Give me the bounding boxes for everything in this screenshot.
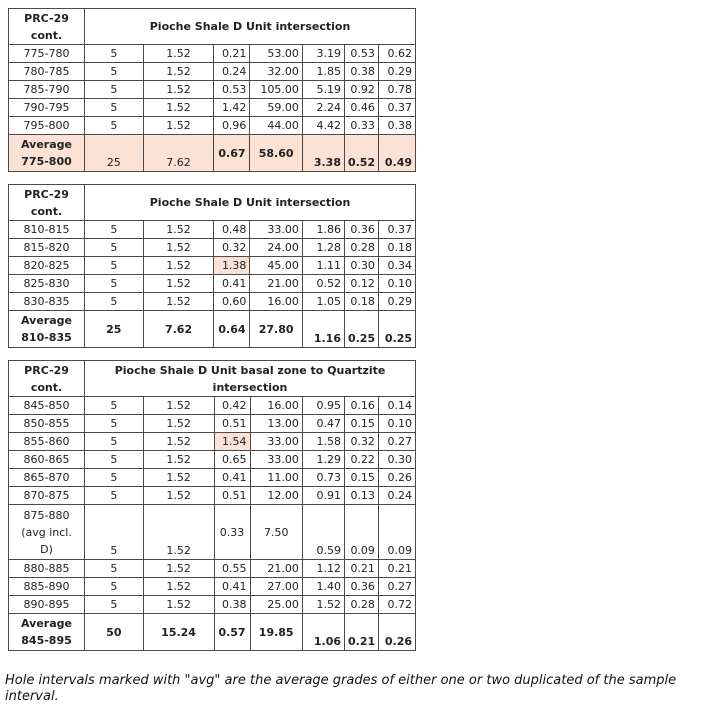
table-cell: 53.00 [250,45,302,63]
table-cell: 5 [85,293,144,311]
table-cell: 13.00 [250,415,302,433]
table-row [9,397,416,415]
table-cell: 830-835 [9,293,85,311]
table-cell: 0.49 [378,135,415,172]
table-cell: 5 [85,560,144,578]
table-cell: 855-860 [9,433,85,451]
table-header [9,361,416,397]
table-cell: 33.00 [250,433,302,451]
table-cell: 0.41 [214,578,250,596]
table-cell: 0.78 [378,81,415,99]
table-row [9,63,416,81]
table-cell: 0.26 [378,614,415,651]
table-cell: 16.00 [250,397,302,415]
table-cell: 0.60 [214,293,250,311]
table-cell: 25 [85,311,144,348]
table-cell: 0.41 [214,275,250,293]
table-cell: 105.00 [250,81,302,99]
table-cell: 5 [85,63,144,81]
table-cell: 5 [85,239,144,257]
table-cell: 0.73 [302,469,344,487]
table-row [9,117,416,135]
table-cell: 0.25 [344,311,378,348]
table-cell: 0.22 [345,451,379,469]
table-cell: 0.65 [214,451,250,469]
table-cell: 5 [85,596,144,614]
table-cell: 0.32 [214,239,250,257]
table-cell: 24.00 [250,239,302,257]
table-cell: 0.52 [344,135,378,172]
table-cell: 0.10 [378,415,415,433]
table-cell: 1.52 [143,99,214,117]
table-cell: 0.38 [214,596,250,614]
hole-id-cell [9,361,85,397]
table-cell: 1.52 [143,578,214,596]
table-cell: 0.36 [345,578,379,596]
table-cell: 21.00 [250,275,302,293]
table-cell: 1.16 [302,311,344,348]
average-label: Average 845-895 [9,614,85,651]
table-cell: 0.51 [214,415,250,433]
table-cell: 0.16 [345,397,379,415]
table-cell: 4.42 [302,117,344,135]
table-row [9,99,416,117]
table-cell: 0.53 [344,45,378,63]
table-cell: 785-790 [9,81,85,99]
table-cell: 0.52 [302,275,344,293]
highlighted-value: 1.54 [214,433,250,451]
table-cell: 0.55 [214,560,250,578]
average-row [9,311,416,348]
table-row [9,275,416,293]
table-cell: 1.86 [302,221,344,239]
table-cell: 5 [85,578,144,596]
table-cell: 0.33 [344,117,378,135]
assay-table-2 [8,184,416,348]
table-cell: 810-815 [9,221,85,239]
table-cell: 1.52 [302,596,344,614]
table-cell: 0.47 [302,415,344,433]
table-cell: 890-895 [9,596,85,614]
table-cell: 0.18 [344,293,378,311]
table-cell: 1.28 [302,239,344,257]
table-row-avg-incl [9,505,416,560]
table-cell: 50 [85,614,144,651]
table-cell: 0.91 [302,487,344,505]
table-cell: 2.24 [302,99,344,117]
hole-cont: cont. [30,204,63,218]
table-cell: 0.59 [302,505,344,560]
assay-table-3 [8,360,416,651]
table-cell: 32.00 [250,63,302,81]
table-cell: 5 [85,99,144,117]
table-cell: 7.62 [143,135,214,172]
table-cell: 5 [85,397,144,415]
table-row [9,257,416,275]
table-cell: 780-785 [9,63,85,81]
table-cell: 0.29 [378,293,415,311]
table-cell: 0.57 [214,614,250,651]
table-cell: 5.19 [302,81,344,99]
table-cell: 0.15 [345,415,379,433]
table-cell: 1.52 [143,469,214,487]
table-cell: 825-830 [9,275,85,293]
highlighted-value: 1.38 [214,257,250,275]
table-row [9,560,416,578]
table-cell: 1.52 [143,81,214,99]
table-row [9,451,416,469]
table-cell: 865-870 [9,469,85,487]
table-cell: 5 [85,505,144,560]
table-cell: 5 [85,275,144,293]
table-cell: 1.52 [143,293,214,311]
table-cell: 12.00 [250,487,302,505]
table-cell: 0.96 [214,117,250,135]
table-cell: 1.52 [143,117,214,135]
table-row [9,81,416,99]
special-interval-label: 875-880 (avg incl. D) [9,505,85,560]
table-cell: 1.52 [143,560,214,578]
table-cell: 1.52 [143,415,214,433]
table-cell: 1.52 [143,63,214,81]
table-cell: 880-885 [9,560,85,578]
table-cell: 0.13 [345,487,379,505]
table-cell: 1.06 [302,614,344,651]
table-row [9,433,416,451]
average-row [9,614,416,651]
table-cell: 1.52 [143,596,214,614]
table-cell: 0.28 [344,239,378,257]
table-cell: 790-795 [9,99,85,117]
table-cell: 0.95 [302,397,344,415]
table-cell: 820-825 [9,257,85,275]
table-cell: 850-855 [9,415,85,433]
table-cell: 1.85 [302,63,344,81]
table-cell: 0.42 [214,397,250,415]
hole-cont: cont. [30,28,63,42]
table-cell: 0.21 [214,45,250,63]
table-cell: 0.30 [344,257,378,275]
table-cell: 795-800 [9,117,85,135]
hole-id-cell [9,9,85,45]
table-row [9,293,416,311]
table-cell: 0.14 [378,397,415,415]
table-cell: 0.33 [214,505,250,560]
table-cell: 1.29 [302,451,344,469]
assay-table-1 [8,8,416,172]
table-cell: 1.05 [302,293,344,311]
table-cell: 5 [85,487,144,505]
table-cell: 0.67 [214,135,250,172]
table-cell: 5 [85,469,144,487]
hole-id-cell [9,185,85,221]
table-cell: 5 [85,415,144,433]
average-row [9,135,416,172]
table-cell: 0.38 [344,63,378,81]
average-label: Average 810-835 [9,311,85,348]
table-cell: 0.53 [214,81,250,99]
table-row [9,45,416,63]
table-cell: 0.12 [344,275,378,293]
table-header [9,185,416,221]
table-cell: 0.21 [345,560,379,578]
section-title: Pioche Shale D Unit basal zone to Quartzite intersection [85,361,416,397]
table-cell: 1.52 [143,275,214,293]
table-cell: 11.00 [250,469,302,487]
table-header [9,9,416,45]
table-cell: 0.46 [344,99,378,117]
hole-cont: cont. [30,380,63,394]
table-cell: 0.37 [378,99,415,117]
average-label: Average 775-800 [9,135,85,172]
table-cell: 1.52 [143,433,214,451]
table-cell: 1.52 [143,239,214,257]
table-cell: 1.52 [143,221,214,239]
table-cell: 7.62 [143,311,214,348]
table-cell: 0.36 [344,221,378,239]
table-cell: 1.11 [302,257,344,275]
table-cell: 21.00 [250,560,302,578]
table-cell: 5 [85,451,144,469]
table-cell: 25.00 [250,596,302,614]
table-cell: 16.00 [250,293,302,311]
table-cell: 25 [85,135,144,172]
section-title: Pioche Shale D Unit intersection [85,9,416,45]
table-row [9,221,416,239]
table-cell: 0.10 [378,275,415,293]
table-cell: 27.00 [250,578,302,596]
footnote: Hole intervals marked with "avg" are the average grades of either one or two duplicated of the sample interval. [5,673,677,704]
table-cell: 0.29 [378,63,415,81]
table-cell: 3.19 [302,45,344,63]
table-cell: 7.50 [250,505,302,560]
table-cell: 0.28 [345,596,379,614]
hole-id: PRC-29 [24,363,69,377]
table-cell: 0.41 [214,469,250,487]
table-cell: 59.00 [250,99,302,117]
table-cell: 44.00 [250,117,302,135]
table-cell: 27.80 [250,311,302,348]
table-row [9,578,416,596]
table-cell: 0.24 [214,63,250,81]
table-cell: 3.38 [302,135,344,172]
table-cell: 0.62 [378,45,415,63]
table-cell: 5 [85,221,144,239]
table-cell: 1.52 [143,45,214,63]
table-cell: 5 [85,45,144,63]
table-cell: 0.51 [214,487,250,505]
table-cell: 0.15 [345,469,379,487]
table-row [9,239,416,257]
table-cell: 0.25 [378,311,415,348]
table-row [9,487,416,505]
table-cell: 1.52 [143,487,214,505]
table-cell: 1.52 [143,257,214,275]
table-cell: 33.00 [250,451,302,469]
table-cell: 0.09 [378,505,415,560]
table-row [9,415,416,433]
table-cell: 0.38 [378,117,415,135]
hole-id: PRC-29 [24,187,69,201]
table-cell: 5 [85,257,144,275]
table-cell: 0.21 [378,560,415,578]
table-cell: 870-875 [9,487,85,505]
table-cell: 0.37 [378,221,415,239]
table-cell: 15.24 [143,614,214,651]
table-cell: 5 [85,81,144,99]
hole-id: PRC-29 [24,11,69,25]
table-cell: 0.24 [378,487,415,505]
table-cell: 33.00 [250,221,302,239]
table-row [9,469,416,487]
table-cell: 1.58 [302,433,344,451]
section-title: Pioche Shale D Unit intersection [85,185,416,221]
table-cell: 845-850 [9,397,85,415]
table-cell: 0.72 [378,596,415,614]
table-cell: 0.64 [214,311,250,348]
table-cell: 885-890 [9,578,85,596]
table-cell: 1.52 [143,505,214,560]
table-cell: 0.32 [345,433,379,451]
table-cell: 1.52 [143,451,214,469]
table-cell: 19.85 [250,614,302,651]
table-cell: 0.30 [378,451,415,469]
table-cell: 1.12 [302,560,344,578]
table-cell: 5 [85,433,144,451]
table-cell: 0.48 [214,221,250,239]
table-cell: 1.52 [143,397,214,415]
table-cell: 1.40 [302,578,344,596]
table-row [9,596,416,614]
table-cell: 1.42 [214,99,250,117]
table-cell: 775-780 [9,45,85,63]
table-cell: 0.09 [345,505,379,560]
table-cell: 0.27 [378,578,415,596]
table-cell: 5 [85,117,144,135]
table-cell: 58.60 [250,135,302,172]
table-cell: 0.92 [344,81,378,99]
table-cell: 0.18 [378,239,415,257]
table-cell: 45.00 [250,257,302,275]
table-cell: 0.27 [378,433,415,451]
table-cell: 0.26 [378,469,415,487]
table-cell: 0.34 [378,257,415,275]
table-cell: 815-820 [9,239,85,257]
table-cell: 860-865 [9,451,85,469]
table-cell: 0.21 [345,614,379,651]
